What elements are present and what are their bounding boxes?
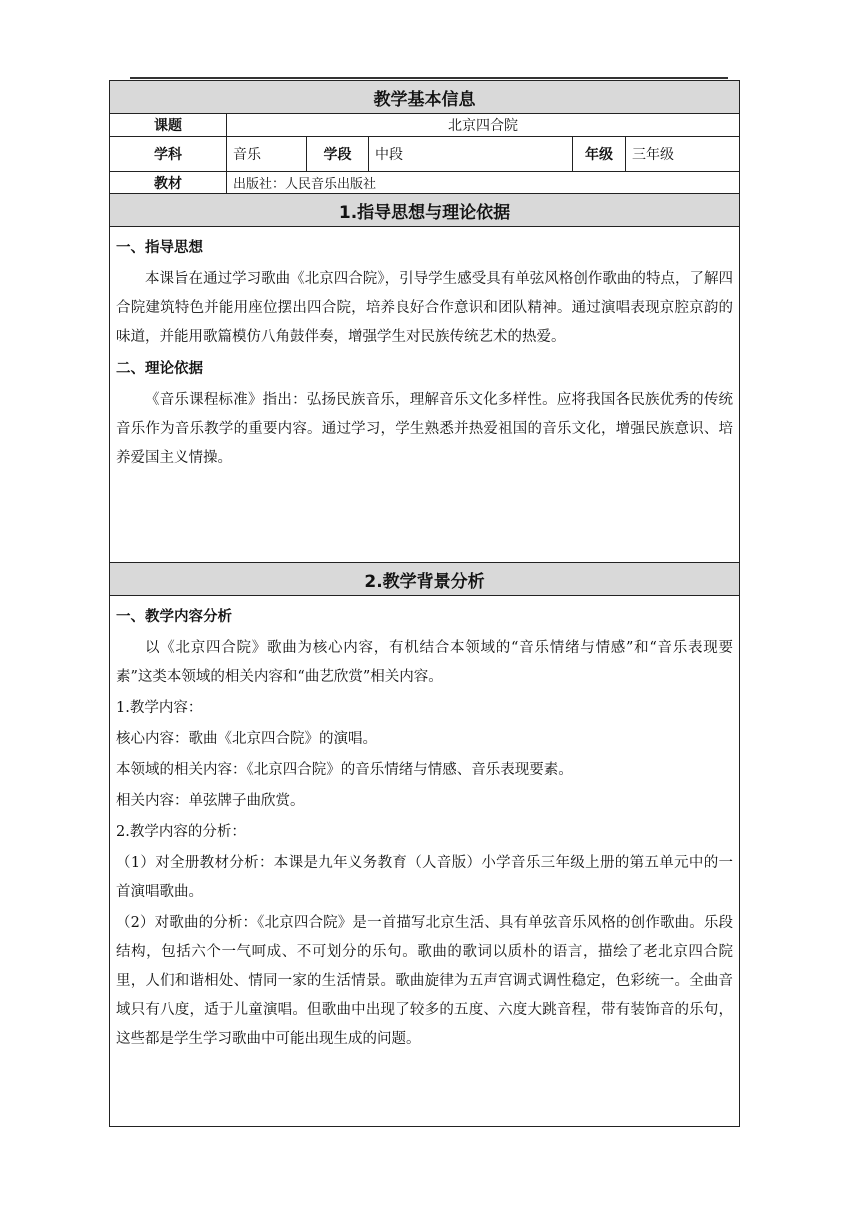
topic-row (110, 114, 740, 137)
textbook-row (110, 172, 740, 194)
guiding-thought-text: 本课旨在通过学习歌曲《北京四合院》，引导学生感受具有单弦风格创作歌曲的特点，了解四合院建筑特色并能用座位摆出四合院，培养良好合作意识和团队精神。通过演唱表现京腔京韵的味道，并能用歌篇模仿八角鼓伴奏，增强学生对民族传统艺术的热爱。 (116, 271, 734, 345)
basic-info-header-row (110, 81, 740, 114)
topic-label: 课题 (110, 114, 227, 137)
basic-info-heading: 教学基本信息 (110, 81, 740, 114)
section1-body (110, 227, 740, 563)
grade-label: 年级 (573, 137, 626, 172)
textbook-label: 教材 (110, 172, 227, 194)
section2-body-row (110, 596, 740, 1127)
content-line-4: 相关内容：单弦牌子曲欣赏。 (116, 793, 305, 809)
song-analysis-paragraph: （2）对歌曲的分析：《北京四合院》是一首描写北京生活、具有单弦音乐风格的创作歌曲。乐段结构，包括六个一气呵成、不可划分的乐句。歌曲的歌词以质朴的语言，描绘了老北京四合院里，人们和谐相处、情同一家的生活情景。歌曲旋律为五声宫调式调性稳定，色彩统一。全曲音域只有八度，适于儿童演唱。但歌曲中出现了较多的五度、六度大跳音程，带有装饰音的乐句，这些都是学生学习歌曲中可能出现生成的问题。 (116, 915, 734, 1047)
theory-basis-text: 《音乐课程标准》指出：弘扬民族音乐，理解音乐文化多样性。应将我国各民族优秀的传统音乐作为音乐教学的重要内容。通过学习，学生熟悉并热爱祖国的音乐文化，增强民族意识、培养爱国主义情操。 (116, 392, 734, 466)
section1-heading: 1.指导思想与理论依据 (110, 194, 740, 227)
topic-value: 北京四合院 (227, 114, 740, 137)
section2-header-row (110, 563, 740, 596)
section1-body-row (110, 227, 740, 563)
section2-body (110, 596, 740, 1127)
content-line-2: 核心内容：歌曲《北京四合院》的演唱。 (116, 731, 377, 747)
textbook-value: 出版社：人民音乐出版社 (227, 172, 740, 194)
subject-row (110, 137, 740, 172)
grade-value: 三年级 (626, 137, 740, 172)
section2-heading: 2.教学背景分析 (110, 563, 740, 596)
textbook-analysis-paragraph: （1）对全册教材分析：本课是九年义务教育（人音版）小学音乐三年级上册的第五单元中的一首演唱歌曲。 (116, 855, 734, 900)
subject-label: 学科 (110, 137, 227, 172)
header-rule (130, 77, 728, 79)
content-analysis-intro: 以《北京四合院》歌曲为核心内容，有机结合本领域的“音乐情绪与情感”和“音乐表现要素”这类本领域的相关内容和“曲艺欣赏”相关内容。 (116, 640, 734, 685)
content-line-5: 2.教学内容的分析： (116, 824, 246, 840)
content-line-3: 本领域的相关内容：《北京四合院》的音乐情绪与情感、音乐表现要素。 (116, 762, 573, 778)
guiding-thought-title: 一、指导思想 (116, 240, 203, 256)
section1-header-row (110, 194, 740, 227)
content-analysis-title: 一、教学内容分析 (116, 609, 232, 625)
stage-label: 学段 (307, 137, 369, 172)
stage-value: 中段 (369, 137, 573, 172)
lesson-plan-table (109, 80, 740, 1127)
subject-value: 音乐 (227, 137, 307, 172)
content-line-1: 1.教学内容： (116, 700, 203, 716)
theory-basis-title: 二、理论依据 (116, 361, 203, 377)
